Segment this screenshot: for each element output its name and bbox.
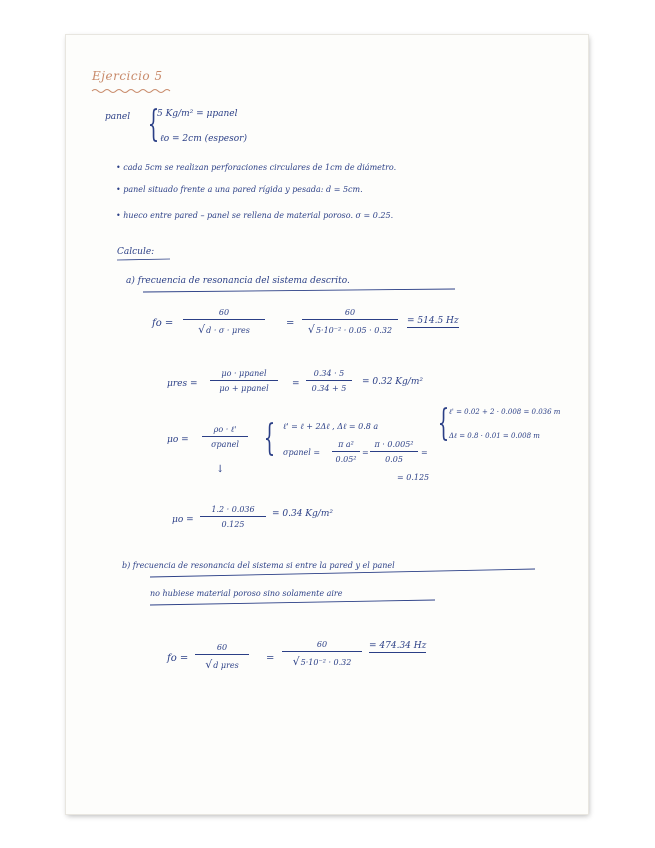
section-a-heading: a) frecuencia de resonancia del sistema descrito. bbox=[126, 276, 350, 286]
eq5-lhs: fo = bbox=[167, 653, 189, 664]
eq4-lhs: μo = bbox=[172, 515, 194, 525]
bullet-wall-distance: • panel situado frente a una pared rígida y pesada: d = 5cm. bbox=[116, 185, 363, 194]
section-b-heading-line2: no hubiese material poroso sino solamente aire bbox=[150, 589, 343, 598]
eq3-sigma-equals-1: = bbox=[362, 448, 369, 457]
panel-brace: { bbox=[147, 104, 160, 145]
eq3-lhs: μo = bbox=[167, 435, 189, 445]
eq3-effective-length: ℓ' = ℓ + 2Δℓ , Δℓ = 0.8 a bbox=[283, 422, 379, 431]
eq1-equals: = bbox=[286, 318, 295, 329]
eq5-den-1: √ d μres bbox=[195, 655, 249, 671]
panel-thickness: ℓo = 2cm (espesor) bbox=[160, 134, 247, 144]
eq2-result: = 0.32 Kg/m² bbox=[362, 377, 423, 387]
eq1-fraction-2 bbox=[302, 308, 398, 336]
eq3-num: ρo · ℓ' bbox=[213, 425, 237, 434]
calcule-underline bbox=[117, 259, 170, 260]
eq2-num-2: 0.34 · 5 bbox=[313, 369, 345, 378]
eq2-lhs: μres = bbox=[167, 379, 198, 389]
section-a-underline bbox=[143, 289, 455, 292]
eq4-den: 0.125 bbox=[221, 520, 245, 529]
eq1-result: = 514.5 Hz bbox=[407, 316, 459, 326]
eq3-sigma-equals-2: = bbox=[421, 448, 428, 457]
eq3-sigma-den-1: 0.05² bbox=[335, 455, 357, 464]
eq3-sigma-result: = 0.125 bbox=[397, 473, 430, 482]
panel-label: panel bbox=[105, 112, 131, 122]
eq2-den-1: μo + μpanel bbox=[219, 384, 269, 393]
eq2-fraction-1 bbox=[210, 369, 278, 393]
eq1-num-1: 60 bbox=[218, 308, 230, 317]
bullet-porous-material: • hueco entre pared – panel se rellena de material poroso. σ = 0.25. bbox=[116, 211, 394, 220]
eq3-brace: { bbox=[263, 418, 276, 459]
eq5-result: = 474.34 Hz bbox=[369, 641, 427, 651]
eq3-arrow: ↓ bbox=[216, 464, 225, 475]
eq1-fraction-1 bbox=[183, 308, 265, 336]
eq5-den-2: √ 5·10⁻² · 0.32 bbox=[282, 652, 362, 668]
bullet-perforations: • cada 5cm se realizan perforaciones circulares de 1cm de diámetro. bbox=[116, 163, 397, 172]
eq2-equals: = bbox=[292, 379, 300, 389]
section-b-heading-line1: b) frecuencia de resonancia del sistema si entre la pared y el panel bbox=[122, 561, 395, 570]
eq3-sigma-den-2: 0.05 bbox=[385, 455, 403, 464]
eq3-effective-length-value: ℓ' = 0.02 + 2 · 0.008 = 0.036 m bbox=[449, 408, 561, 416]
eq2-fraction-2 bbox=[306, 369, 352, 393]
eq5-fraction-2 bbox=[282, 640, 362, 668]
eq4-num: 1.2 · 0.036 bbox=[211, 505, 255, 514]
panel-density: 5 Kg/m² = μpanel bbox=[157, 109, 238, 119]
eq3-sigma-num-1: π a² bbox=[338, 440, 354, 449]
eq4-fraction bbox=[200, 505, 266, 529]
section-b-underline-1 bbox=[150, 569, 535, 577]
eq5-equals: = bbox=[266, 653, 275, 664]
eq3-sigma-num-2: π · 0.005² bbox=[374, 440, 414, 449]
eq2-num-1: μo · μpanel bbox=[221, 369, 267, 378]
eq3-fraction bbox=[202, 425, 248, 449]
eq3-end-correction-value: Δℓ = 0.8 · 0.01 = 0.008 m bbox=[449, 432, 540, 440]
calcule-heading: Calcule: bbox=[117, 247, 155, 257]
section-b-underline-2 bbox=[150, 600, 435, 605]
title-squiggle bbox=[92, 90, 170, 93]
eq5-fraction-1 bbox=[195, 643, 249, 671]
eq1-num-2: 60 bbox=[344, 308, 356, 317]
eq5-num-1: 60 bbox=[216, 643, 228, 652]
eq5-num-2: 60 bbox=[316, 640, 328, 649]
eq4-result: = 0.34 Kg/m² bbox=[272, 509, 333, 519]
eq1-den-1: √ d · σ · μres bbox=[183, 320, 265, 336]
eq3-right-brace: { bbox=[437, 403, 450, 444]
eq1-den-2: √ 5·10⁻² · 0.05 · 0.32 bbox=[302, 320, 398, 336]
eq3-sigma-fraction-1 bbox=[332, 440, 360, 464]
exercise-title: Ejercicio 5 bbox=[92, 69, 163, 83]
eq3-sigma-fraction-2 bbox=[370, 440, 418, 464]
eq3-sigma-lhs: σpanel = bbox=[283, 448, 321, 457]
eq3-den: σpanel bbox=[211, 440, 239, 449]
eq1-lhs: fo = bbox=[152, 318, 174, 329]
eq2-den-2: 0.34 + 5 bbox=[311, 384, 347, 393]
